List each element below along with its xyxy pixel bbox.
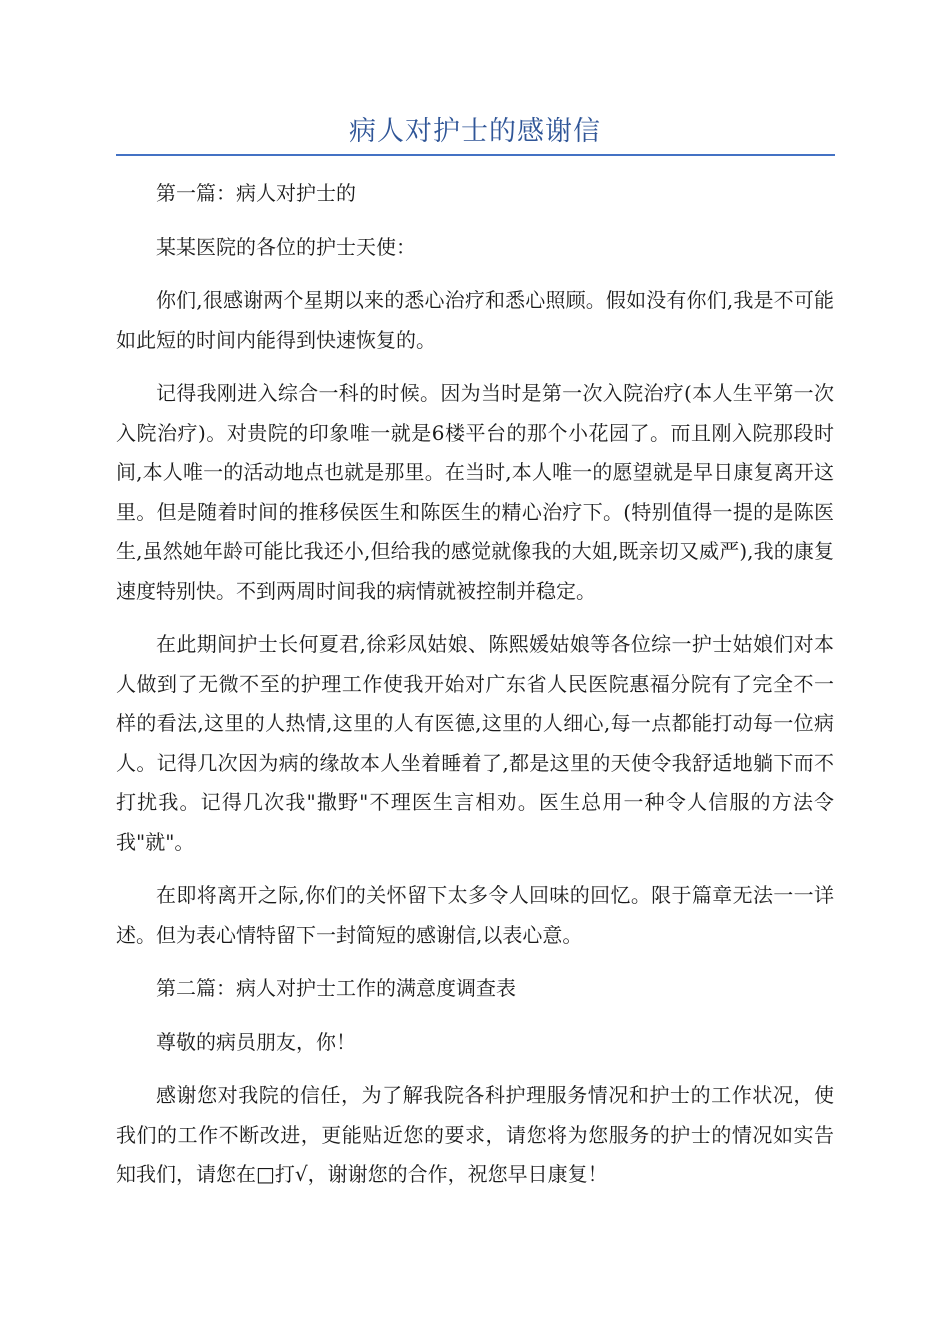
paragraph: 感谢您对我院的信任，为了解我院各科护理服务情况和护士的工作状况，使我们的工作不断改进，更能贴近您的要求，请您将为您服务的护士的情况如实告知我们，请您在□打√，谢谢您的合作，祝您早日康复！ [116, 1083, 834, 1186]
section-heading-2: 第二篇：病人对护士工作的满意度调查表 [156, 976, 516, 1000]
salutation: 某某医院的各位的护士天使： [156, 234, 416, 259]
paragraph: 在即将离开之际,你们的关怀留下太多令人回味的回忆。限于篇章无法一一详述。但为表心情特留下一封简短的感谢信,以表心意。 [116, 883, 834, 947]
document-title: 病人对护士的感谢信 [349, 116, 601, 147]
paragraph: 在此期间护士长何夏君,徐彩凤姑娘、陈熙媛姑娘等各位综一护士姑娘们对本人做到了无微不至的护理工作使我开始对广东省人民医院惠福分院有了完全不一样的看法,这里的人热情,这里的人有医德,这里的人细心,每一点都能打动每一位病人。记得几次因为病的缘故本人坐着睡着了,都是这里的天使令我舒适地躺下而不打扰我。记得几次我"撒野"不理医生言相劝。医生总用一种令人信服的方法令我"就"。 [116, 632, 834, 854]
section-heading-1: 第一篇：病人对护士的 [156, 181, 356, 205]
title-underline [116, 154, 835, 156]
document-body [116, 174, 834, 1209]
paragraph: 你们,很感谢两个星期以来的悉心治疗和悉心照顾。假如没有你们,我是不可能如此短的时间内能得到快速恢复的。 [116, 288, 834, 352]
paragraph: 记得我刚进入综合一科的时候。因为当时是第一次入院治疗(本人生平第一次入院治疗)。对贵院的印象唯一就是6楼平台的那个小花园了。而且刚入院那段时间,本人唯一的活动地点也就是那里。在当时,本人唯一的愿望就是早日康复离开这里。但是随着时间的推移侯医生和陈医生的精心治疗下。(特别值得一提的是陈医生,虽然她年龄可能比我还小,但给我的感觉就像我的大姐,既亲切又威严),我的康复速度特别快。不到两周时间我的病情就被控制并稳定。 [116, 381, 834, 603]
salutation: 尊敬的病员朋友，你！ [156, 1029, 356, 1054]
